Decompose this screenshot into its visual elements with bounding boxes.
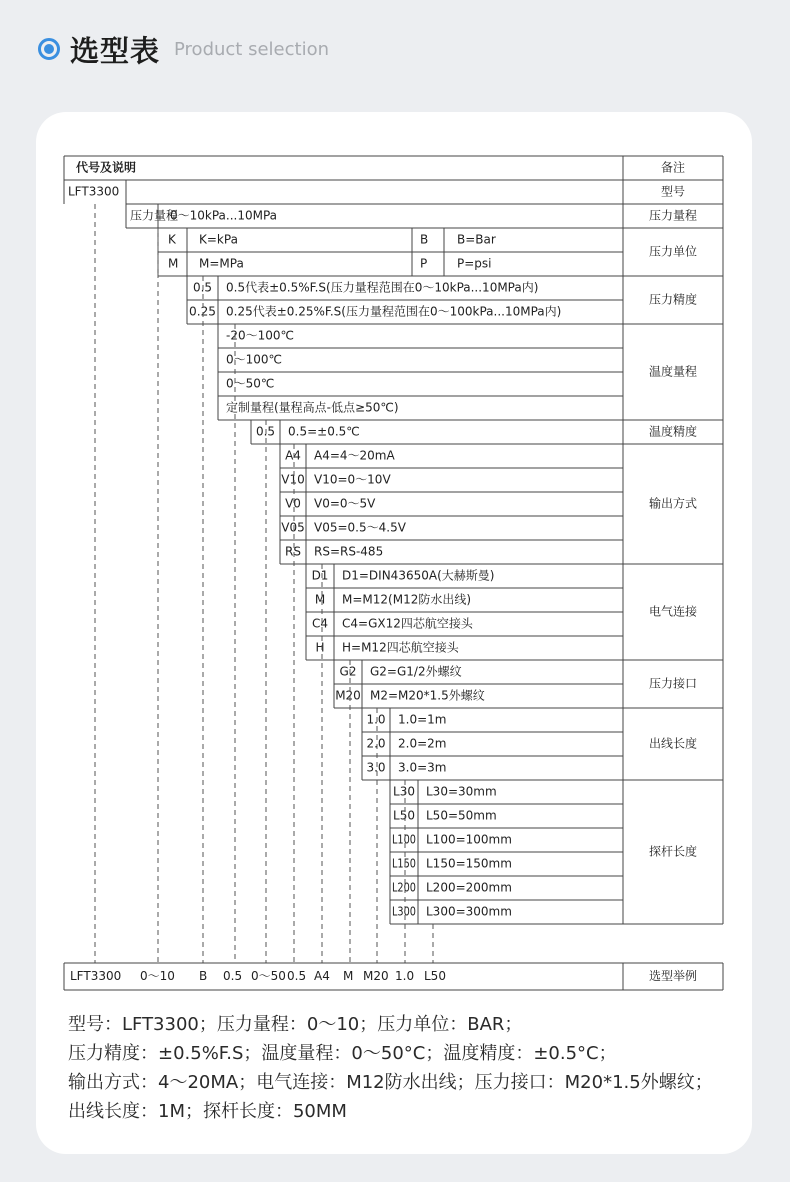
remark-1: 压力单位: [648, 244, 698, 259]
example-code: L50: [424, 969, 446, 983]
option-desc: V0=0～5V: [314, 496, 376, 511]
option-code: M: [314, 592, 326, 607]
option-code: L300: [392, 904, 416, 919]
pressure-unit-desc: P=psi: [457, 256, 492, 271]
pressure-unit-desc: M=MPa: [199, 256, 244, 271]
pressure-unit-desc: K=kPa: [199, 232, 238, 247]
option-desc: V05=0.5～4.5V: [314, 520, 406, 535]
option-desc: L150=150mm: [426, 856, 512, 871]
remark-2: 压力精度: [648, 292, 698, 307]
option-code: 0.5: [255, 424, 276, 439]
model-code: LFT3300: [68, 184, 120, 199]
selection-example-summary: [68, 1010, 748, 1126]
option-code: L100: [392, 832, 416, 847]
remark-7: 压力接口: [648, 676, 698, 691]
example-code: B: [199, 969, 208, 983]
option-desc: M2=M20*1.5外螺纹: [370, 688, 485, 703]
example-code: M20: [363, 969, 389, 983]
option-code: 0.25: [189, 304, 216, 319]
option-desc: C4=GX12四芯航空接头: [342, 616, 473, 631]
pressure-range-code: 压力量程: [130, 208, 179, 223]
option-desc: G2=G1/2外螺纹: [370, 664, 462, 679]
option-code: RS: [285, 544, 301, 559]
section-header: [38, 26, 329, 72]
selection-card: [36, 112, 752, 1154]
summary-line: 输出方式：4～20MA；电气连接：M12防水出线；压力接口：M20*1.5外螺纹；: [68, 1072, 713, 1093]
pressure-unit-code: M: [168, 256, 179, 271]
option-desc: 1.0=1m: [398, 712, 447, 727]
option-code: V05: [281, 520, 305, 535]
option-desc: -20～100℃: [226, 328, 294, 343]
option-desc: L30=30mm: [426, 784, 497, 799]
option-code: V10: [281, 472, 305, 487]
summary-line: 出线长度：1M；探杆长度：50MM: [68, 1101, 347, 1122]
example-code: A4: [314, 969, 330, 983]
remark-8: 出线长度: [648, 736, 698, 751]
option-code: L50: [393, 808, 415, 823]
example-code: LFT3300: [70, 969, 122, 983]
option-desc: V10=0～10V: [314, 472, 391, 487]
header-remark: 备注: [660, 160, 686, 175]
option-code: L200: [392, 880, 416, 895]
option-desc: 0.5代表±0.5%F.S(压力量程范围在0～10kPa...10MPa内): [226, 280, 539, 295]
remark-0: 压力量程: [648, 208, 698, 223]
option-desc: D1=DIN43650A(大赫斯曼): [342, 568, 495, 583]
option-code: 1.0: [366, 712, 386, 727]
option-code: M20: [335, 688, 361, 703]
summary-line: 型号：LFT3300；压力量程：0～10；压力单位：BAR；: [68, 1014, 523, 1035]
option-desc: A4=4～20mA: [314, 448, 395, 463]
remark-model: 型号: [660, 184, 686, 199]
option-desc: 0.25代表±0.25%F.S(压力量程范围在0～100kPa...10MPa内): [226, 304, 562, 319]
option-desc: L100=100mm: [426, 832, 512, 847]
option-desc: 2.0=2m: [398, 736, 447, 751]
option-code: 3.0: [366, 760, 386, 775]
option-code: L30: [393, 784, 415, 799]
example-code: 0.5: [223, 969, 243, 983]
pressure-unit-code: B: [420, 232, 429, 247]
page-subtitle: Product selection: [174, 38, 329, 60]
option-code: V0: [285, 496, 301, 511]
example-label: 选型举例: [648, 969, 698, 983]
summary-line: 压力精度：±0.5%F.S；温度量程：0～50°C；温度精度：±0.5°C；: [68, 1043, 617, 1064]
remark-5: 输出方式: [648, 496, 698, 511]
option-desc: M=M12(M12防水出线): [342, 592, 472, 607]
option-desc: 0～100℃: [226, 352, 283, 367]
remark-4: 温度精度: [648, 424, 698, 439]
option-desc: 0.5=±0.5℃: [288, 424, 360, 439]
pressure-unit-desc: B=Bar: [457, 232, 496, 247]
option-desc: 定制量程(量程高点-低点≥50℃): [226, 400, 399, 415]
remark-3: 温度量程: [648, 364, 698, 379]
option-desc: L200=200mm: [426, 880, 512, 895]
option-desc: 0～50℃: [226, 376, 275, 391]
header-code-description: 代号及说明: [76, 160, 137, 175]
option-code: 0.5: [192, 280, 213, 295]
option-code: H: [315, 640, 325, 655]
pressure-unit-code: K: [168, 232, 176, 247]
option-code: A4: [285, 448, 301, 463]
option-code: 2.0: [366, 736, 386, 751]
option-code: D1: [311, 568, 329, 583]
page-title: 选型表: [70, 33, 161, 68]
option-desc: H=M12四芯航空接头: [342, 640, 459, 655]
option-desc: 3.0=3m: [398, 760, 447, 775]
remark-9: 探杆长度: [648, 844, 698, 859]
option-code: G2: [339, 664, 357, 679]
remark-6: 电气连接: [648, 604, 698, 619]
example-code: 0～50: [251, 969, 286, 983]
pressure-range-desc: 0～10kPa...10MPa: [170, 208, 278, 223]
option-desc: L300=300mm: [426, 904, 512, 919]
option-desc: RS=RS-485: [314, 544, 384, 559]
example-code: 0.5: [287, 969, 307, 983]
option-desc: L50=50mm: [426, 808, 497, 823]
example-code: 1.0: [395, 969, 415, 983]
example-code: 0～10: [140, 969, 175, 983]
pressure-unit-code: P: [420, 256, 428, 271]
target-circle-icon: [38, 38, 60, 60]
option-code: C4: [311, 616, 329, 631]
example-code: M: [343, 969, 354, 983]
option-code: L150: [392, 856, 416, 871]
